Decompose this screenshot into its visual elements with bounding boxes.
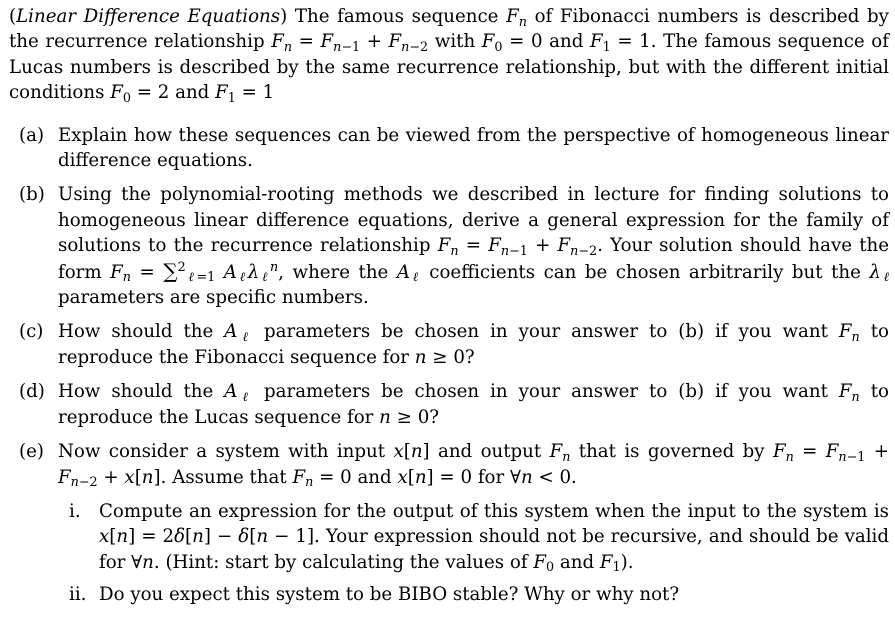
part-e: (e) Now consider a system with input x[n] and output $F_n$ that is governed by $F_n = F_{n-1} + F_{n-2} + x[n]$. Assume that $F_n = 0$ and x[n] = 0 for ∀n < 0.	[19, 441, 889, 491]
part-a	[9, 123, 889, 174]
intro-text: and	[549, 31, 584, 53]
intro-text: of Fibonacci numbers is described by the recurrence relationship	[9, 6, 889, 53]
part-text: parameters are specific numbers.	[58, 287, 369, 309]
problem-topic: Linear Difference Equations	[16, 6, 281, 27]
part-text: Now consider a system with input	[58, 441, 386, 463]
part-label: (c)	[19, 321, 44, 343]
subpart-text: . (Hint: start by calculating the values of	[153, 551, 528, 573]
part-text: to reproduce the Fibonacci sequence for	[58, 321, 889, 368]
subpart-text: ).	[620, 551, 634, 573]
problem-intro: (Linear Difference Equations) The famous sequence $F_n$ of Fibonacci numbers is described by the recurrence relationship $F_n = F_{n-1} + F_{n-2}$ with $F_0 = 0$ and $F_1 = 1$. The famous sequence of Lucas numbers is described by the same recurrence relationship, but with the different initial conditions $F_0 = 2$ and $F_1 = 1$	[9, 6, 889, 106]
part-b: (b) Using the polynomial-rooting methods we described in lecture for finding solutions to homogeneous linear difference equations, derive a general expression for the family of solutions to the recurrence relationship $F_n = F_{n-1} + F_{n-2}$. Your solution should have the form $F_n = \sum^2_{\ell=1}$ $A_\ell\lambda_\ell^n$, where the $A_\ell$ coefficients can be chosen arbitrarily but the $\lambda_\ell$ parameters are specific numbers.	[19, 184, 889, 309]
part-text: for	[477, 466, 505, 488]
subpart-ii	[9, 582, 889, 607]
part-c: (c) How should the $A_\ell$ parameters be chosen in your answer to (b) if you want $F_n$ to reproduce the Fibonacci sequence for n ≥ 0?	[19, 321, 889, 368]
part-text: Using the polynomial-rooting methods we described in lecture for finding solutions to homogeneous linear difference equations, derive a general expression for the family of solutions to the recurrence relationship	[58, 184, 889, 257]
intro-text: The famous sequence	[294, 6, 499, 27]
part-text: Explain how these sequences can be viewed from the perspective of homogeneous linear difference equations.	[58, 124, 889, 172]
subpart-label: ii.	[69, 584, 87, 606]
subpart-label: i.	[69, 500, 81, 522]
part-text: parameters be chosen in your answer to (b) if you want	[264, 381, 828, 403]
subpart-text: and	[559, 551, 595, 573]
part-text: How should the	[58, 321, 214, 343]
part-text: parameters be chosen in your answer to (b) if you want	[264, 321, 828, 343]
part-text: , where the	[278, 261, 389, 283]
intro-text: and	[175, 82, 210, 104]
part-d: (d) How should the $A_\ell$ parameters be chosen in your answer to (b) if you want $F_n$ to reproduce the Lucas sequence for n ≥ 0?	[19, 381, 889, 428]
part-text: to reproduce the Lucas sequence for	[58, 381, 889, 428]
part-label: (e)	[19, 441, 44, 463]
part-text: . Your solution should have the form	[58, 235, 889, 283]
subpart-i: i. Compute an expression for the output of this system when the input to the system is x[n] = 2δ[n] − δ[n − 1]. Your expression should not be recursive, and should be valid for ∀n. (Hint: start by calculating the values of $F_0$ and $F_1$).	[69, 500, 889, 576]
part-text: and	[357, 466, 392, 488]
part-text: . Assume that	[160, 466, 287, 488]
subpart-text: Do you expect this system to be BIBO stable? Why or why not?	[99, 584, 680, 606]
subpart-text: . Your expression should not be recursive, and should be valid for	[99, 526, 889, 573]
part-text: coefficients can be chosen arbitrarily but the	[429, 261, 861, 283]
part-label: (b)	[19, 184, 45, 206]
intro-text: with	[434, 31, 476, 53]
part-label: (d)	[19, 381, 45, 403]
part-label: (a)	[19, 124, 45, 146]
intro-text: . The famous sequence of Lucas numbers is described by the same recurrence relationship, but with the different initial conditions	[9, 31, 889, 104]
part-text: and output	[438, 441, 542, 463]
part-text: How should the	[58, 381, 214, 403]
part-text: that is governed by	[578, 441, 765, 463]
subpart-text: Compute an expression for the output of this system when the input to the system is	[99, 500, 889, 522]
